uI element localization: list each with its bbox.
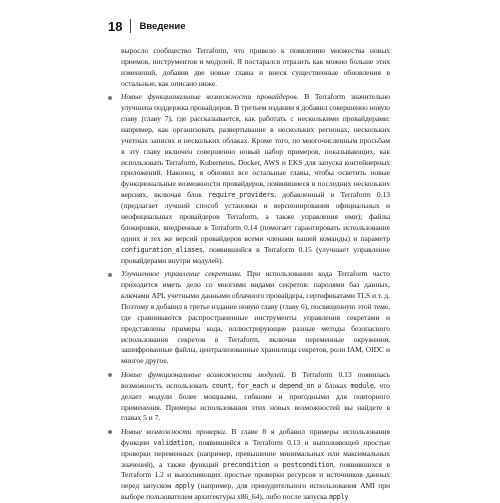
code-term: apply — [328, 493, 349, 502]
item-lead: Новые возможности проверки. — [121, 426, 227, 436]
item-text: В Terraform значительно улучшена поддержка провайдеров. В третьем издании я добавил совершенно новую главу (главу 7), где рассказывается, как работать с несколькими провайдерами: например, как организовать развертывание в нескольких регионах, нескольких учетных записях и нескольких облаках. Кроме того, по многочисленным просьбам в эту главу включен совершенно новый набор примеров, показывающих, как использовать Terraform, Kubernetes, Docker, AWS и EKS для запуска контейнерных приложений. Наконец, я обновил все остальные главы, чтобы осветить новые функциональные возможности провайдеров, появившиеся в последних нескольких версиях, включая блок — [121, 92, 391, 200]
item-text: , добавленный в Terraform 0.13 (предлагает лучший способ установки и версионирования официальных и неофициальных провайдеров Terraform, а также управления ими); файлы блокировки, внедренные в Terraform 0.14 (помогает гарантировать использование одних и тех же версий провайдеров всеми членами вашей команды) и параметр — [121, 190, 390, 243]
item-text: и — [267, 380, 280, 390]
code-term: count — [211, 381, 232, 390]
header-divider — [130, 19, 131, 33]
item-text: В главе 8 я добавил примеры использования функции — [121, 426, 390, 447]
item-text: и — [269, 459, 283, 469]
section-title: Введение — [139, 20, 186, 32]
item-text: в блоках — [314, 380, 351, 390]
list-item — [108, 370, 390, 425]
item-lead: Новые функциональные возможности модулей. — [121, 369, 286, 379]
code-term: configuration_aliases — [121, 245, 203, 254]
body-text — [108, 46, 390, 503]
intro-paragraph: выросло сообщество Terraform, что привело к появлению множества новых приемов, инструментов и модулей. Я постарался отразить как можно больше этих изменений, добавив две новые главы и внеся существенные обновления в остальные, как описано ниже. — [121, 46, 390, 88]
bullet-icon — [108, 373, 112, 377]
bullet-icon — [108, 430, 112, 434]
item-text: При использовании кода Terraform часто приходится иметь дело со многими видами секретов: паролями баз данных, ключами API, учетными данными облачного провайдера, сертификатами TLS и т. д. Поэтому я добавил в третье издание новую главу (главу 6), посвященную этой теме, где сравниваются распространенные инструменты управления секретами и представлены примеры кода, иллюстрирующие разные методы безопасного использования секретов в Terraform, включая переменные окружения, зашифрованные файлы, централизованные хранилища секретов, роли IAM, OIDC и многое другое. — [121, 269, 390, 366]
item-text: , появившихся в Terraform 1.2 и выполняющих простые проверки ресурсов и источников данных перед запуском — [121, 459, 391, 491]
item-text: (например, для принудительного использования AMI при выборе пользователем архитектуры x86_64), либо после запуска — [121, 481, 390, 502]
code-term: apply — [174, 482, 195, 491]
code-term: require_providers — [208, 191, 275, 200]
page-number: 18 — [108, 18, 123, 34]
bullet-icon — [108, 96, 112, 100]
code-term: depend_on — [279, 381, 315, 390]
list-item — [108, 269, 390, 367]
item-text: В Terraform 0.13 появилась возможность использовать — [121, 369, 391, 390]
item-lead: Улучшенное управление секретами. — [121, 269, 242, 279]
code-term: validation — [153, 438, 193, 447]
item-text: , появившейся в Terraform 0.13 и выполняющей простые проверки переменных (например, превышение минимальных или максимальных значений), а также функций — [121, 437, 390, 469]
item-lead: Новые функциональные возможности провайдеров. — [121, 92, 299, 102]
running-header — [108, 15, 390, 37]
item-text: , что делает модули более мощными, гибкими и пригодными для повторного применения. Примеры использования этих новых возможностей вы найдете в главах 5 и 7. — [121, 380, 390, 423]
bullet-icon — [108, 273, 112, 277]
item-text: , появившийся в Terraform 0.15 (улучшает управление провайдерами внутри модулей). — [121, 244, 390, 265]
item-text: , — [231, 380, 237, 390]
code-term: module — [350, 381, 374, 390]
code-term: precondition — [222, 460, 270, 469]
list-item — [108, 427, 390, 503]
code-term: postcondition — [282, 460, 334, 469]
code-term: for_each — [236, 381, 268, 390]
list-item — [108, 92, 390, 267]
